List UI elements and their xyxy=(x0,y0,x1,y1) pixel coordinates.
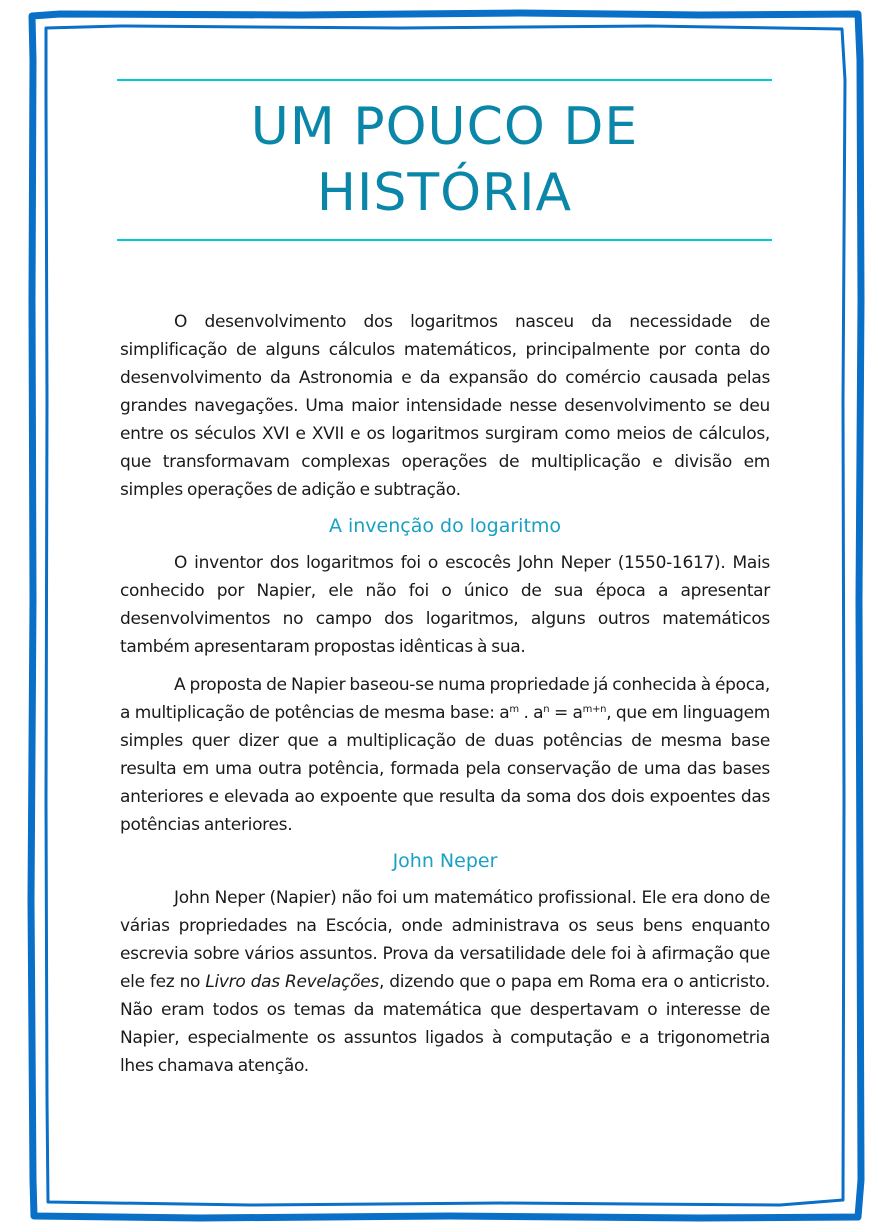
section-heading-invention: A invenção do logaritmo xyxy=(328,515,562,537)
page-title: UM POUCO DE HISTÓRIA xyxy=(250,97,639,223)
invention-paragraph-2 xyxy=(120,671,770,839)
power-formula xyxy=(499,703,606,723)
formula-base-1: a xyxy=(499,703,510,723)
formula-base-3: a xyxy=(572,703,583,723)
formula-base-2: a xyxy=(533,703,544,723)
neper-paragraph-end: , dizendo que o papa em Roma era o anticristo. Não eram todos os temas da matemática que despertavam o interesse de Napier, especialmente os assuntos ligados à computação e a trigonometria lhes chamava atenção. xyxy=(120,972,770,1076)
invention-paragraph-1: O inventor dos logaritmos foi o escocês John Neper (1550-1617). Mais conhecido por Napier, ele não foi o único de sua época a apresentar desenvolvimentos no campo dos logaritmos, alguns outros matemáticos também apresentaram propostas idênticas à sua. xyxy=(120,553,770,657)
formula-exponent-3: m+n xyxy=(582,704,607,715)
intro-paragraph: O desenvolvimento dos logaritmos nasceu da necessidade de simplificação de alguns cálculos matemáticos, principalmente por conta do desenvolvimento da Astronomia e da expansão do comércio causada pelas grandes navegações. Uma maior intensidade nesse desenvolvimento se deu entre os séculos XVI e XVII e os logaritmos surgiram como meios de cálculos, que transformavam complexas operações de multiplicação e divisão em simples operações de adição e subtração. xyxy=(120,312,770,500)
title-bottom-rule xyxy=(117,239,772,241)
book-title: Livro das Revelações xyxy=(205,972,379,992)
section-heading-john-neper: John Neper xyxy=(392,850,498,872)
neper-paragraph-start: John Neper (Napier) não foi um matemático profissional. Ele era dono de várias propriedades na Escócia, onde administrava os seus bens enquanto escrevia sobre vários assuntos. Prova da versatilidade dele foi à afirmação que ele fez no xyxy=(120,888,770,992)
neper-paragraph xyxy=(120,884,770,1080)
formula-equals: = xyxy=(549,703,573,723)
paragraph-2-start: A proposta de Napier baseou-se numa propriedade já conhecida à época, a multiplicação de potências de mesma base: xyxy=(120,675,770,723)
title-top-rule xyxy=(117,79,772,81)
document-body xyxy=(120,308,770,1080)
formula-exponent-1: m xyxy=(509,704,519,715)
paragraph-2-end: , que em linguagem simples quer dizer que a multiplicação de duas potências de mesma base resulta em uma outra potência, formada pela conservação de uma das bases anteriores e elevada ao expoente que resulta da soma dos dois expoentes das potências anteriores. xyxy=(120,703,770,835)
formula-exponent-2: n xyxy=(543,704,550,715)
formula-dot: . xyxy=(518,703,534,723)
